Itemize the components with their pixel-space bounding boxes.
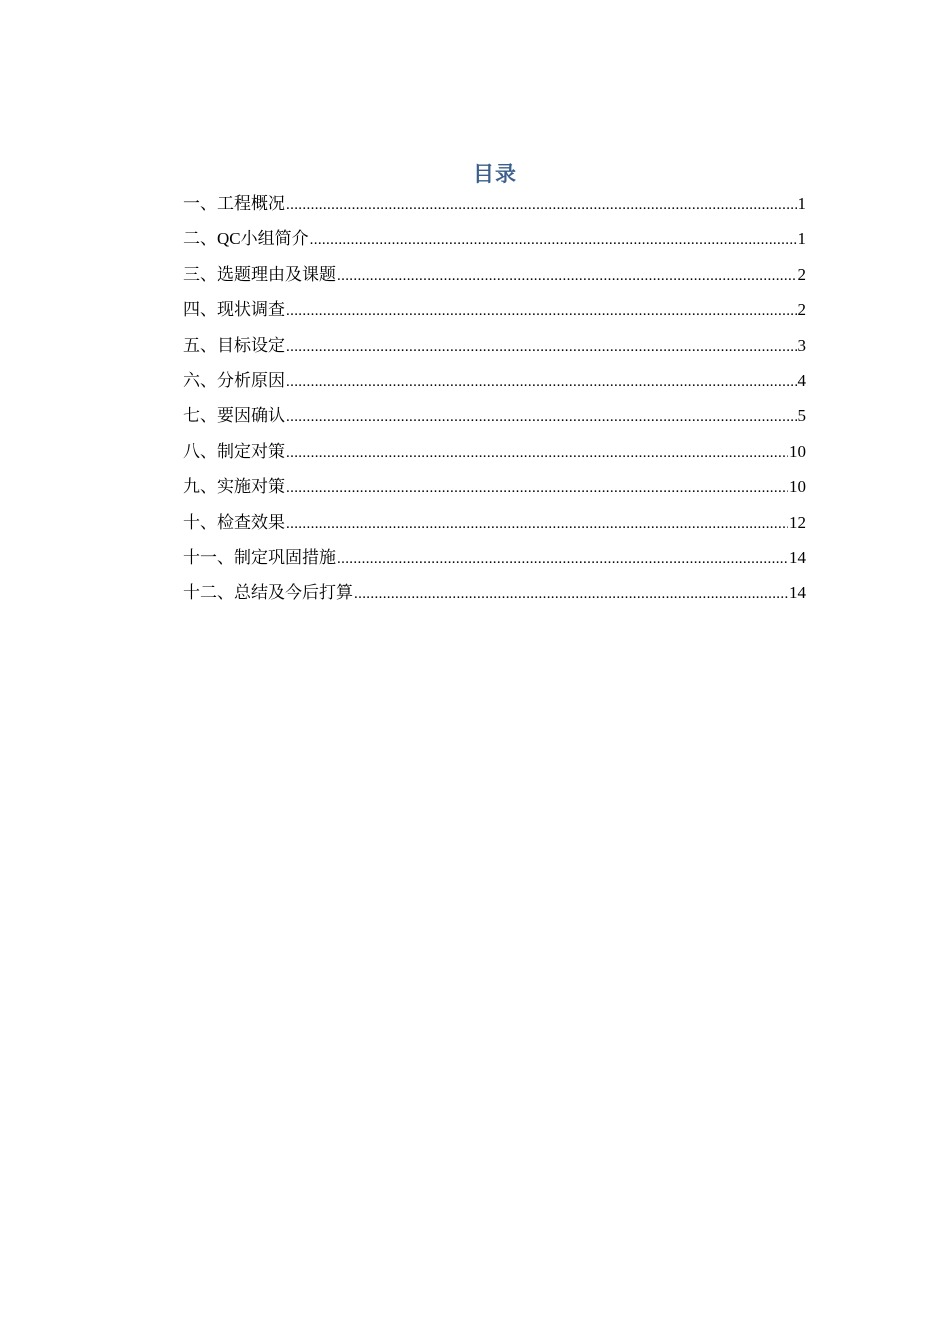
toc-entry[interactable]: [183, 328, 806, 363]
toc-entry-label: 五、目标设定: [183, 335, 285, 355]
toc-entry-label: 二、QC小组简介: [183, 229, 309, 249]
toc-entry-label: 十、检查效果: [183, 512, 285, 532]
toc-dot-leader: [286, 471, 788, 506]
toc-dot-leader: [286, 365, 797, 400]
toc-dot-leader: [337, 542, 788, 577]
toc-entry-page: 14: [789, 583, 806, 603]
toc-entry-page: 10: [789, 441, 806, 461]
toc-dot-leader: [310, 223, 797, 258]
toc-entry-label: 七、要因确认: [183, 406, 285, 426]
toc-entry[interactable]: [183, 505, 806, 540]
toc-entry[interactable]: [183, 575, 806, 610]
toc-entry-page: 12: [789, 512, 806, 532]
toc-dot-leader: [286, 188, 797, 223]
toc-entry-label: 一、工程概况: [183, 194, 285, 213]
toc-entry-page: 1: [797, 229, 806, 249]
toc-entry-label: 十一、制定巩固措施: [183, 547, 336, 567]
toc-entry[interactable]: [183, 292, 806, 327]
toc-dot-leader: [354, 577, 788, 612]
toc-entry-page: 3: [797, 335, 806, 355]
toc-dot-leader: [286, 507, 788, 542]
toc-entry-label: 十二、总结及今后打算: [183, 583, 353, 603]
toc-dot-leader: [286, 294, 797, 329]
toc-entry-label: 六、分析原因: [183, 370, 285, 390]
toc-entry-label: 九、实施对策: [183, 477, 285, 497]
toc-entry[interactable]: [183, 186, 806, 221]
toc-entry-page: 2: [797, 264, 806, 284]
toc-title: 目录: [473, 162, 517, 186]
toc-dot-leader: [286, 436, 788, 471]
toc-entry[interactable]: [183, 221, 806, 256]
toc-entry-page: 10: [789, 477, 806, 497]
toc-dot-leader: [337, 259, 797, 294]
toc-entry-label: 四、现状调查: [183, 300, 285, 320]
toc-entry[interactable]: [183, 398, 806, 433]
toc-entry-label: 八、制定对策: [183, 441, 285, 461]
toc-list: [183, 186, 806, 611]
toc-entry[interactable]: [183, 434, 806, 469]
toc-entry-page: 4: [797, 370, 806, 390]
toc-entry[interactable]: [183, 469, 806, 504]
toc-dot-leader: [286, 400, 797, 435]
toc-dot-leader: [286, 330, 797, 365]
toc-entry-label: 三、选题理由及课题: [183, 264, 336, 284]
toc-entry[interactable]: [183, 363, 806, 398]
toc-entry-page: 14: [789, 547, 806, 567]
toc-entry-page: 2: [797, 300, 806, 320]
toc-entry[interactable]: [183, 540, 806, 575]
toc-entry-page: 5: [797, 406, 806, 426]
toc-entry[interactable]: [183, 257, 806, 292]
toc-entry-page: 1: [797, 194, 806, 213]
